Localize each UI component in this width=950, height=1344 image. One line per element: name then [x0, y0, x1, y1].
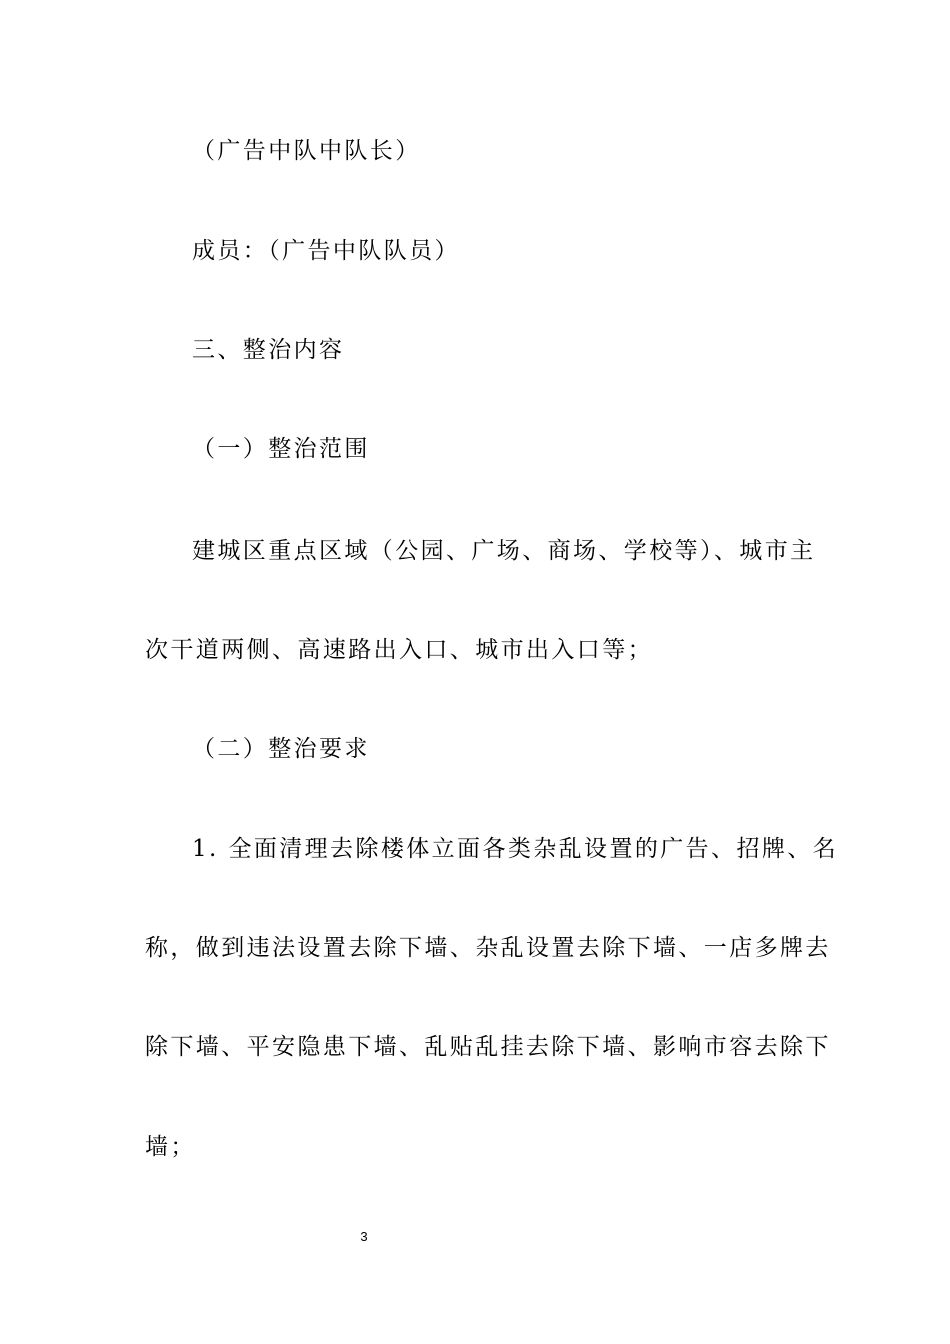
section-heading-rectification-content: 三、整治内容 — [192, 337, 345, 363]
requirement-1-line-2: 称，做到违法设置去除下墙、杂乱设置去除下墙、一店多牌去 — [145, 935, 831, 961]
requirement-1-line-4: 墙； — [145, 1134, 196, 1160]
subsection-heading-requirements: （二）整治要求 — [192, 736, 370, 762]
members-line: 成员：（广告中队队员） — [192, 238, 460, 264]
scope-paragraph-line-2: 次干道两侧、高速路出入口、城市出入口等； — [145, 637, 653, 663]
scope-paragraph-line-1: 建城区重点区域（公园、广场、商场、学校等）、城市主 — [192, 538, 816, 564]
subsection-heading-scope: （一）整治范围 — [192, 436, 370, 462]
leader-title-line: （广告中队中队长） — [192, 138, 421, 164]
requirement-1-line-1: 1. 全面清理去除楼体立面各类杂乱设置的广告、招牌、名 — [192, 836, 839, 862]
requirement-1-line-3: 除下墙、平安隐患下墙、乱贴乱挂去除下墙、影响市容去除下 — [145, 1034, 831, 1060]
page-number: 3 — [360, 1229, 368, 1244]
